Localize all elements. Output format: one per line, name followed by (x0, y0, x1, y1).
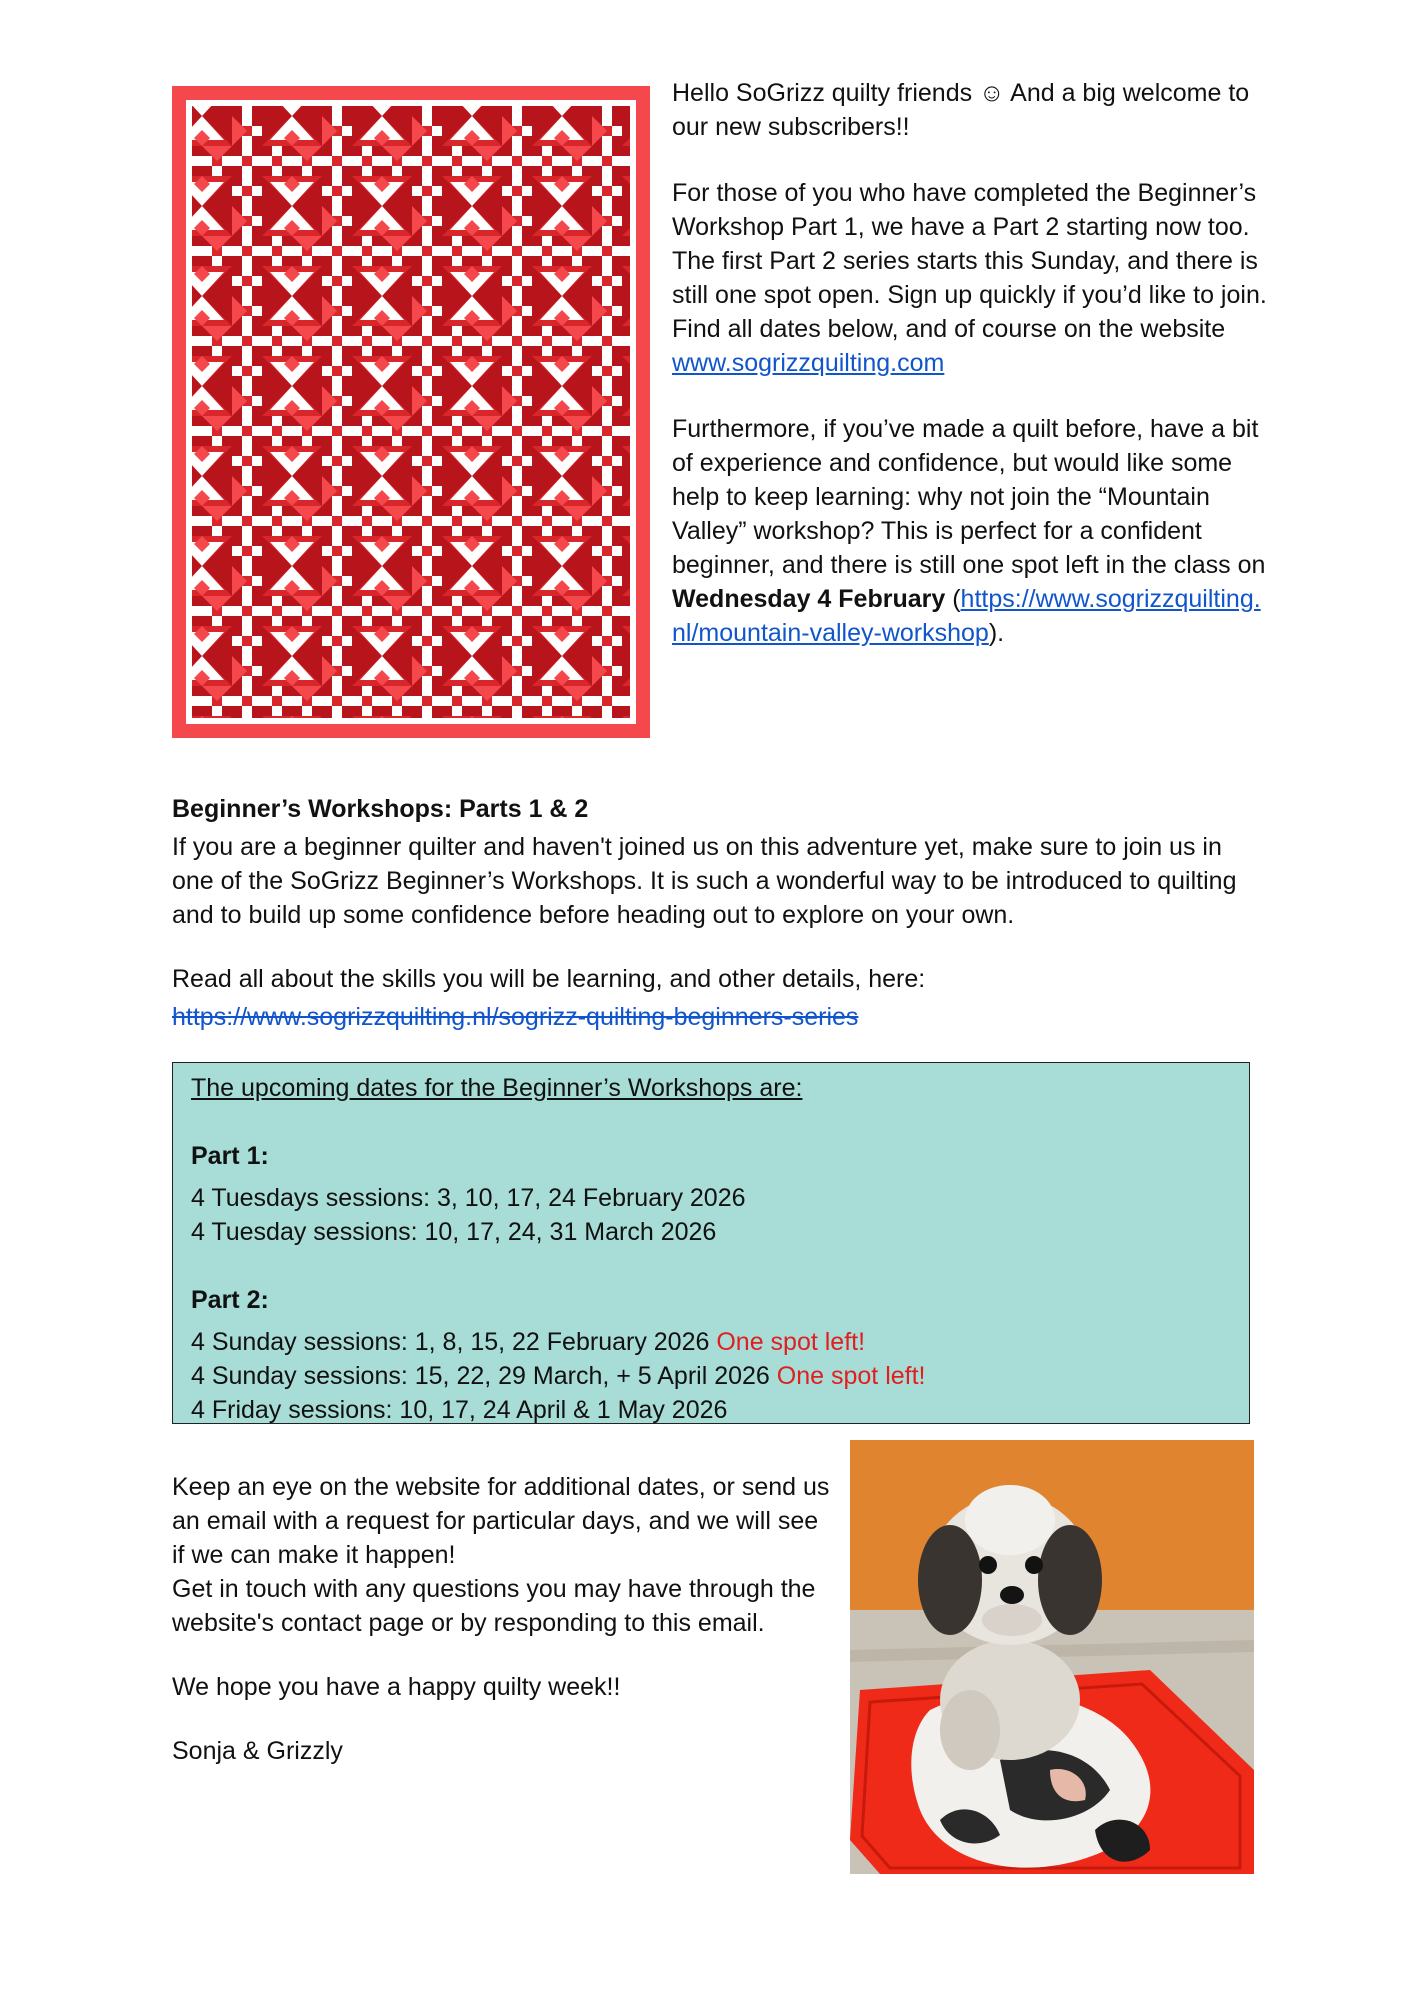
beginner-section (172, 792, 1262, 1034)
mountain-date: Wednesday 4 February (672, 585, 946, 613)
signature: Sonja & Grizzly (172, 1737, 343, 1765)
paren-close: ). (988, 619, 1005, 647)
greeting-text: Hello SoGrizz quilty friends ☺ And a big welcome to our new subscribers!! (672, 79, 1250, 141)
mountain-valley-link[interactable]: https://www.sogrizzquilting.nl/mountain-valley-workshop (672, 585, 1261, 647)
dog-photo (850, 1440, 1254, 1874)
beginner-heading: Beginner’s Workshops: Parts 1 & 2 (172, 795, 589, 823)
dates-box (172, 1062, 1250, 1424)
part2-session (191, 1393, 1231, 1427)
spot-left-note: One spot left! (776, 1362, 926, 1390)
website-link[interactable]: www.sogrizzquilting.com (672, 349, 945, 377)
beginner-text: If you are a beginner quilter and haven't joined us on this adventure yet, make sure to join us in one of the SoGrizz Beginner’s Workshops. It is such a wonderful way to be introduced to quilting and to build up some confidence before heading out to explore on your own. (172, 833, 1237, 929)
happy-week-text: We hope you have a happy quilty week!! (172, 1673, 621, 1701)
paren-open: ( (952, 585, 961, 613)
footer-section (172, 1470, 832, 1768)
session-dates: 4 Sunday sessions: 15, 22, 29 March, + 5 April 2026 (191, 1362, 770, 1390)
spot-left-note: One spot left! (716, 1328, 866, 1356)
session-dates: 4 Friday sessions: 10, 17, 24 April & 1 May 2026 (191, 1396, 728, 1424)
part2-intro (672, 176, 1272, 380)
dates-title: The upcoming dates for the Beginner’s Workshops are: (191, 1074, 803, 1102)
get-in-touch-text: Get in touch with any questions you may have through the website's contact page or by responding to this email. (172, 1575, 816, 1637)
part1-session: 4 Tuesday sessions: 10, 17, 24, 31 March 2026 (191, 1218, 717, 1246)
session-dates: 4 Sunday sessions: 1, 8, 15, 22 February 2026 (191, 1328, 710, 1356)
mountain-valley-paragraph (672, 412, 1272, 650)
part2-label: Part 2: (191, 1286, 269, 1314)
mountain-text: Furthermore, if you’ve made a quilt before, have a bit of experience and confidence, but would like some help to keep learning: why not join the “Mountain Valley” workshop? This is perfect for a confident beginner, and there is still one spot left in the class on (672, 415, 1266, 579)
quilt-image (172, 86, 650, 738)
part2-session (191, 1325, 1231, 1359)
part1-session: 4 Tuesdays sessions: 3, 10, 17, 24 February 2026 (191, 1184, 746, 1212)
part1-label: Part 1: (191, 1142, 269, 1170)
read-more-text: Read all about the skills you will be learning, and other details, here: (172, 965, 926, 993)
part2-text: For those of you who have completed the Beginner’s Workshop Part 1, we have a Part 2 starting now too. The first Part 2 series starts this Sunday, and there is still one spot open. Sign up quickly if you’d like to join. Find all dates below, and of course on the website (672, 179, 1267, 343)
keep-eye-text: Keep an eye on the website for additional dates, or send us an email with a request for particular days, and we will see if we can make it happen! (172, 1473, 830, 1569)
part2-session (191, 1359, 1231, 1393)
intro-section (672, 76, 1272, 682)
beginners-series-link[interactable]: https://www.sogrizzquilting.nl/sogrizz-quilting-beginners-series (172, 1003, 859, 1031)
